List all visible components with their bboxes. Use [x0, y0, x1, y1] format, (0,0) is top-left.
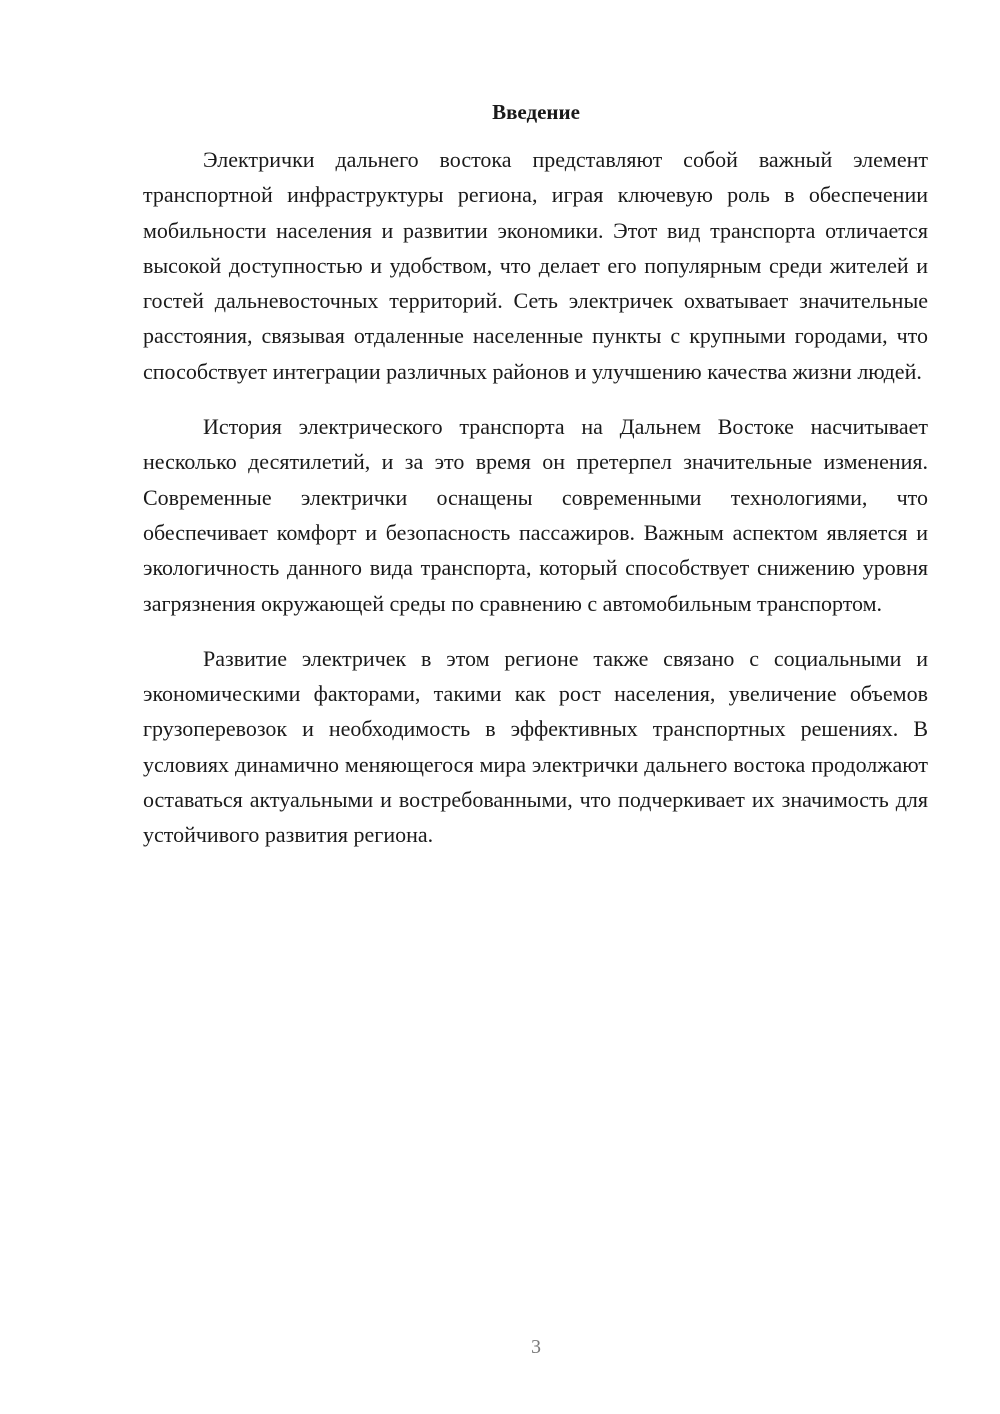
- section-heading: Введение: [492, 100, 580, 124]
- body-text: [143, 142, 928, 873]
- paragraph-3: Развитие электричек в этом регионе также связано с социальными и экономическими факторами, такими как рост населения, увеличение объемов грузоперевозок и необходимость в эффективных транспортных решениях. В условиях динамично меняющегося мира электрички дальнего востока продолжают оставаться актуальными и востребованными, что подчеркивает их значимость для устойчивого развития региона.: [143, 645, 928, 848]
- paragraph-2: История электрического транспорта на Дальнем Востоке насчитывает несколько десятилетий, и за это время он претерпел значительные изменения. Современные электрички оснащены современными технологиями, что обеспечивает комфорт и безопасность пассажиров. Важным аспектом является и экологичность данного вида транспорта, который способствует снижению уровня загрязнения окружающей среды по сравнению с автомобильным транспортом.: [143, 414, 928, 616]
- paragraph-1: Электрички дальнего востока представляют собой важный элемент транспортной инфраструктуры региона, играя ключевую роль в обеспечении мобильности населения и развитии экономики. Этот вид транспорта отличается высокой доступностью и удобством, что делает его популярным среди жителей и гостей дальневосточных территорий. Сеть электричек охватывает значительные расстояния, связывая отдаленные населенные пункты с крупными городами, что способствует интеграции различных районов и улучшению качества жизни людей.: [143, 147, 928, 384]
- page-number: 3: [531, 1336, 541, 1358]
